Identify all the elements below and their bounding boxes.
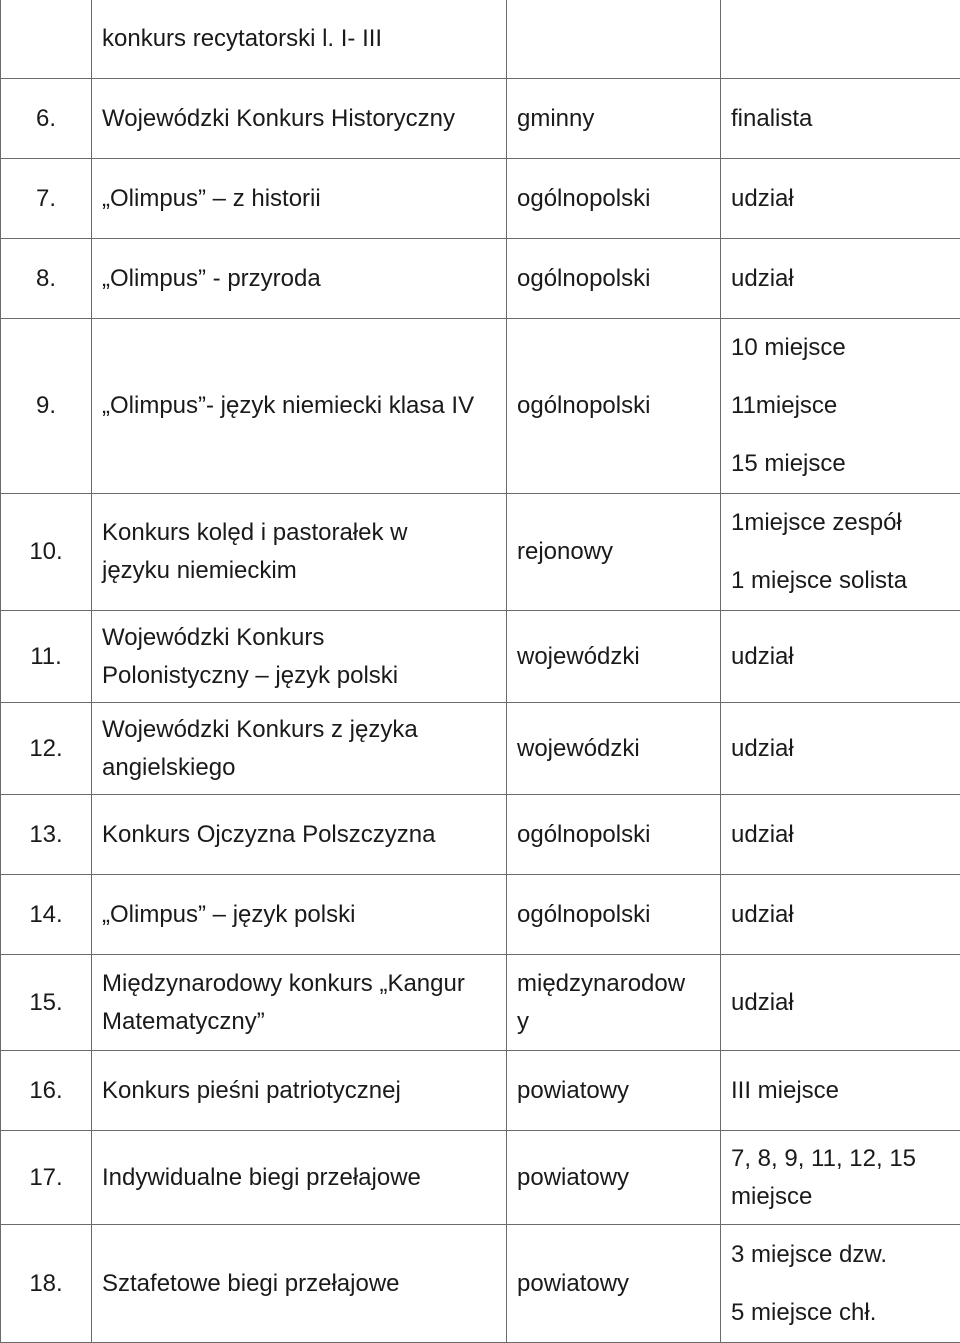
contest-result [721,1051,960,1131]
table-row [1,159,960,239]
contest-name [92,611,507,703]
contest-name-line: Polonistyczny – język polski [102,657,496,695]
contest-level [507,0,721,79]
contest-level-line: powiatowy [517,1072,710,1110]
contest-result-line: III miejsce [731,1072,950,1110]
contest-result-line: 7, 8, 9, 11, 12, 15 [731,1140,950,1178]
contest-result [721,1131,960,1225]
table-row [1,1225,960,1343]
contest-level-line: powiatowy [517,1265,710,1303]
contest-level [507,955,721,1051]
contest-level [507,79,721,159]
contest-level-line: ogólnopolski [517,896,710,934]
contest-name-line: Wojewódzki Konkurs z języka [102,711,496,749]
contest-name [92,1131,507,1225]
contest-name-line: Konkurs kolęd i pastorałek w [102,514,496,552]
contest-level [507,795,721,875]
contest-result [721,875,960,955]
contest-level-line: międzynarodow [517,965,710,1003]
table-row [1,79,960,159]
row-number: 11. [1,611,92,703]
contest-result [721,494,960,611]
contest-name-line: Wojewódzki Konkurs Historyczny [102,100,496,138]
contest-name-line: Międzynarodowy konkurs „Kangur [102,965,496,1003]
contest-result-line: udział [731,260,950,298]
contest-result-line: finalista [731,100,950,138]
contest-level [507,611,721,703]
table-row [1,494,960,611]
contest-name [92,795,507,875]
table-row [1,875,960,955]
table-row [1,1051,960,1131]
contest-result [721,319,960,494]
contest-name-line: języku niemieckim [102,552,496,590]
contest-name [92,875,507,955]
contest-level-line: ogólnopolski [517,180,710,218]
row-number: 15. [1,955,92,1051]
contest-name-line: „Olimpus” - przyroda [102,260,496,298]
contest-name [92,239,507,319]
row-number: 9. [1,319,92,494]
contest-result-line: udział [731,180,950,218]
contest-level [507,1225,721,1343]
row-number: 12. [1,703,92,795]
contest-result [721,0,960,79]
row-number: 6. [1,79,92,159]
contest-name-line: „Olimpus” – język polski [102,896,496,934]
contest-result-line: udział [731,730,950,768]
contest-level [507,319,721,494]
contest-level [507,1051,721,1131]
contest-result-line: 3 miejsce dzw. [731,1226,950,1284]
contest-name-line: „Olimpus” – z historii [102,180,496,218]
table-row [1,1131,960,1225]
contest-name [92,0,507,79]
table-body [1,0,960,1343]
contest-name [92,319,507,494]
contest-result-line: udział [731,638,950,676]
row-number: 7. [1,159,92,239]
table-row [1,239,960,319]
contest-name [92,159,507,239]
table-row [1,611,960,703]
row-number [1,0,92,79]
contest-level [507,239,721,319]
contest-level-line: ogólnopolski [517,816,710,854]
contest-result-line: 1 miejsce solista [731,552,950,610]
contest-result [721,795,960,875]
contest-name-line: konkurs recytatorski l. I- III [102,20,496,58]
contest-level-line: y [517,1003,710,1041]
contest-level-line: ogólnopolski [517,387,710,425]
row-number: 13. [1,795,92,875]
contest-name-line: Wojewódzki Konkurs [102,619,496,657]
row-number: 14. [1,875,92,955]
contest-name [92,1051,507,1131]
contest-result-line: miejsce [731,1178,950,1216]
contest-result-line: udział [731,984,950,1022]
contest-level-line: wojewódzki [517,638,710,676]
row-number: 18. [1,1225,92,1343]
contest-result-line: 5 miejsce chł. [731,1284,950,1342]
contest-level-line: wojewódzki [517,730,710,768]
contest-result [721,611,960,703]
contest-name [92,1225,507,1343]
table-row [1,0,960,79]
contest-result [721,79,960,159]
contest-level [507,875,721,955]
contest-name-line: Indywidualne biegi przełajowe [102,1159,496,1197]
contest-level [507,703,721,795]
contest-result-line: udział [731,816,950,854]
contest-name [92,79,507,159]
contest-result [721,703,960,795]
contest-level-line: powiatowy [517,1159,710,1197]
contest-level [507,159,721,239]
row-number: 10. [1,494,92,611]
contest-name-line: Matematyczny” [102,1003,496,1041]
contest-result-line: udział [731,896,950,934]
contest-result [721,239,960,319]
row-number: 17. [1,1131,92,1225]
table-row [1,703,960,795]
contest-name [92,703,507,795]
contest-name-line: „Olimpus”- język niemiecki klasa IV [102,387,496,425]
contest-result [721,955,960,1051]
row-number: 8. [1,239,92,319]
contest-result-line: 10 miejsce [731,319,950,377]
table-row [1,955,960,1051]
contest-name-line: Sztafetowe biegi przełajowe [102,1265,496,1303]
contest-result [721,1225,960,1343]
contest-result-line: 15 miejsce [731,435,950,493]
contest-result-line: 1miejsce zespół [731,494,950,552]
contest-result-line: 11miejsce [731,377,950,435]
contest-name-line: angielskiego [102,749,496,787]
contest-level [507,1131,721,1225]
contest-name-line: Konkurs pieśni patriotycznej [102,1072,496,1110]
table-row [1,795,960,875]
contest-level [507,494,721,611]
row-number: 16. [1,1051,92,1131]
contest-level-line: ogólnopolski [517,260,710,298]
table-row [1,319,960,494]
contest-name [92,494,507,611]
contest-name-line: Konkurs Ojczyzna Polszczyzna [102,816,496,854]
contest-level-line: gminny [517,100,710,138]
contest-level-line: rejonowy [517,533,710,571]
contest-name [92,955,507,1051]
contest-result [721,159,960,239]
